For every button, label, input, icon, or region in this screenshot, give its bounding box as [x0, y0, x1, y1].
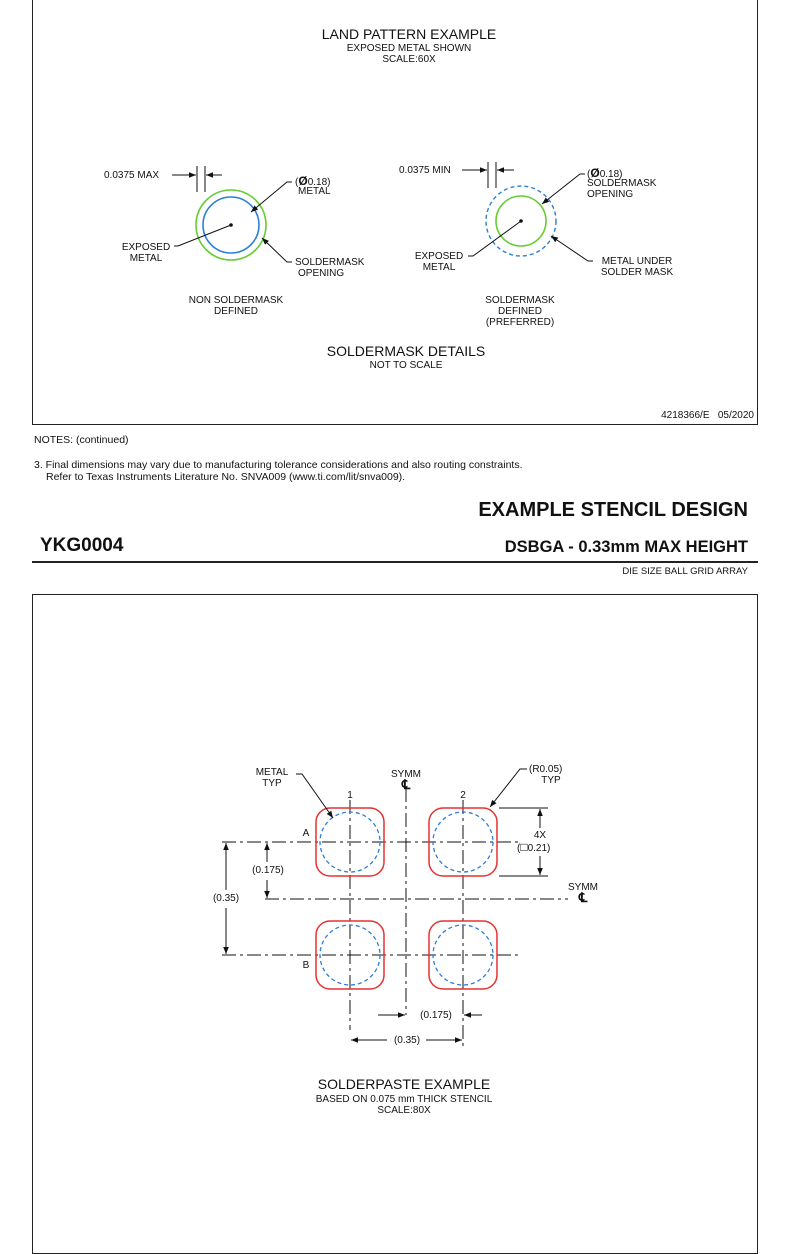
column-1-label: 1 — [347, 790, 353, 801]
smd-diameter-label: (Ø0.18) — [587, 166, 623, 180]
notes-heading: NOTES: (continued) — [34, 434, 129, 446]
pitch-horizontal-label: (0.35) — [393, 1035, 421, 1046]
row-a-label: A — [302, 828, 310, 839]
nsmd-exposed-label-1: EXPOSED — [121, 242, 171, 253]
metal-typ-label-2: TYP — [262, 778, 282, 789]
nsmd-soldermask-label-1: SOLDERMASK — [295, 257, 365, 268]
centerline-symbol-right: ℄ — [578, 890, 588, 905]
smd-soldermask-label-2: OPENING — [587, 189, 634, 200]
solderpaste-scale: SCALE:80X — [377, 1105, 431, 1116]
symm-label-top: SYMM — [391, 769, 421, 780]
pitch-half-vertical-label: (0.175) — [252, 865, 284, 876]
soldermask-details-title: SOLDERMASK DETAILS — [326, 343, 486, 359]
smd-exposed-label-2: METAL — [422, 262, 456, 273]
nsmd-soldermask-label-2: OPENING — [298, 268, 345, 279]
nsmd-metal-label: METAL — [298, 186, 331, 197]
square-count-label: 4X — [533, 830, 547, 841]
metal-typ-label-1: METAL — [255, 767, 289, 778]
centerline-symbol-top: ℄ — [401, 777, 411, 792]
package-name: DSBGA - 0.33mm MAX HEIGHT — [504, 538, 748, 556]
smd-metal-under-label-1: METAL UNDER — [601, 256, 673, 267]
stencil-frame — [32, 594, 758, 1254]
smd-exposed-label-1: EXPOSED — [414, 251, 464, 262]
nsmd-diameter-label: (Ø0.18) — [295, 174, 331, 188]
nsmd-dim-label: 0.0375 MAX — [104, 170, 160, 181]
solderpaste-subtitle: BASED ON 0.075 mm THICK STENCIL — [315, 1094, 493, 1105]
smd-metal-under-label-2: SOLDER MASK — [600, 267, 674, 278]
smd-caption-2: DEFINED — [498, 306, 542, 317]
column-2-label: 2 — [460, 790, 466, 801]
note-3-line-1: 3. Final dimensions may vary due to manufacturing tolerance considerations and also routing constraints. — [34, 459, 523, 471]
radius-label-1: (R0.05) — [529, 764, 563, 775]
package-description: DIE SIZE BALL GRID ARRAY — [622, 566, 748, 577]
row-b-label: B — [302, 960, 310, 971]
symm-label-right: SYMM — [568, 882, 598, 893]
smd-caption-1: SOLDERMASK — [485, 295, 555, 306]
nsmd-pad-drawing — [172, 166, 292, 262]
smd-pad-drawing — [462, 162, 593, 261]
radius-label-2: TYP — [541, 775, 561, 786]
document-id: 4218366/E 05/2020 — [661, 410, 754, 421]
smd-soldermask-label-1: SOLDERMASK — [587, 178, 657, 189]
square-size-label: (□0.21) — [517, 840, 551, 854]
nsmd-caption-2: DEFINED — [214, 306, 258, 317]
soldermask-details-subtitle: NOT TO SCALE — [369, 360, 443, 371]
smd-dim-label: 0.0375 MIN — [399, 165, 451, 176]
pitch-vertical-label: (0.35) — [212, 893, 240, 904]
nsmd-exposed-label-2: METAL — [129, 253, 163, 264]
smd-caption-3: (PREFERRED) — [485, 317, 555, 328]
land-pattern-title: LAND PATTERN EXAMPLE — [321, 26, 497, 42]
header-rule — [32, 561, 758, 563]
land-pattern-scale: SCALE:60X — [382, 54, 436, 65]
nsmd-caption-1: NON SOLDERMASK — [188, 295, 284, 306]
land-pattern-subtitle: EXPOSED METAL SHOWN — [346, 43, 472, 54]
part-number: YKG0004 — [40, 535, 124, 556]
solderpaste-title: SOLDERPASTE EXAMPLE — [317, 1076, 491, 1092]
note-3-line-2: Refer to Texas Instruments Literature No. SNVA009 (www.ti.com/lit/snva009). — [46, 471, 406, 483]
pitch-half-horizontal-label: (0.175) — [420, 1010, 452, 1021]
page-title: EXAMPLE STENCIL DESIGN — [478, 499, 748, 521]
